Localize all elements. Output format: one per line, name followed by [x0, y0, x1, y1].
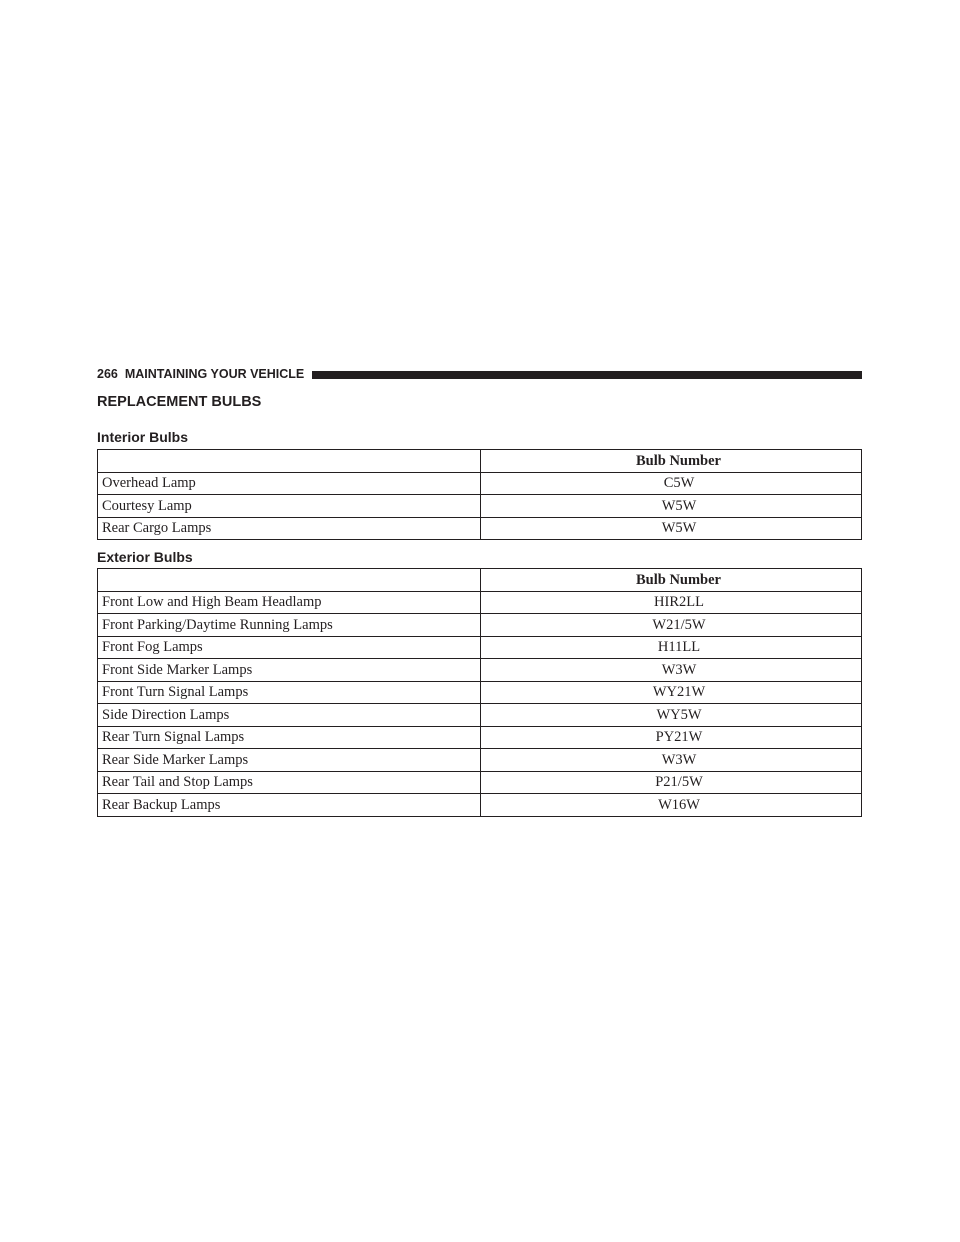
table-row [98, 472, 862, 495]
table-header-bulb-number: Bulb Number [481, 569, 862, 592]
table-row [98, 659, 862, 682]
table-header-empty-cell [98, 569, 481, 592]
page-number: 266 [97, 367, 118, 381]
table-row [98, 495, 862, 518]
lamp-name-cell: Front Side Marker Lamps [98, 659, 481, 682]
table-row [98, 704, 862, 727]
bulb-number-cell: H11LL [481, 636, 862, 659]
bulb-number-cell: WY5W [481, 704, 862, 727]
section-name: MAINTAINING YOUR VEHICLE [124, 367, 305, 381]
header-rule [312, 371, 862, 379]
bulb-number-cell: PY21W [481, 726, 862, 749]
bulb-number-cell: W16W [481, 794, 862, 817]
lamp-name-cell: Overhead Lamp [98, 472, 481, 495]
lamp-name-cell: Side Direction Lamps [98, 704, 481, 727]
page-header [97, 364, 862, 384]
exterior-bulbs-heading: Exterior Bulbs [97, 549, 193, 565]
table-header-bulb-number: Bulb Number [481, 450, 862, 473]
interior-bulbs-table [97, 449, 862, 540]
bulb-number-cell: P21/5W [481, 771, 862, 794]
lamp-name-cell: Rear Side Marker Lamps [98, 749, 481, 772]
table-row [98, 681, 862, 704]
bulb-number-cell: W3W [481, 749, 862, 772]
table-row [98, 794, 862, 817]
table-row [98, 614, 862, 637]
table-row [98, 749, 862, 772]
bulb-number-cell: HIR2LL [481, 591, 862, 614]
interior-bulbs-heading: Interior Bulbs [97, 429, 189, 445]
bulb-number-cell: C5W [481, 472, 862, 495]
table-row [98, 726, 862, 749]
lamp-name-cell: Rear Backup Lamps [98, 794, 481, 817]
page-title: REPLACEMENT BULBS [97, 394, 262, 410]
exterior-bulbs-table [97, 568, 862, 817]
table-header-empty-cell [98, 450, 481, 473]
lamp-name-cell: Rear Cargo Lamps [98, 517, 481, 540]
table-header-row [98, 569, 862, 592]
bulb-number-cell: WY21W [481, 681, 862, 704]
lamp-name-cell: Rear Tail and Stop Lamps [98, 771, 481, 794]
lamp-name-cell: Front Low and High Beam Headlamp [98, 591, 481, 614]
lamp-name-cell: Front Fog Lamps [98, 636, 481, 659]
bulb-number-cell: W5W [481, 517, 862, 540]
table-row [98, 591, 862, 614]
lamp-name-cell: Courtesy Lamp [98, 495, 481, 518]
table-header-row [98, 450, 862, 473]
table-row [98, 771, 862, 794]
bulb-number-cell: W21/5W [481, 614, 862, 637]
lamp-name-cell: Front Turn Signal Lamps [98, 681, 481, 704]
table-row [98, 517, 862, 540]
table-row [98, 636, 862, 659]
lamp-name-cell: Front Parking/Daytime Running Lamps [98, 614, 481, 637]
bulb-number-cell: W5W [481, 495, 862, 518]
bulb-number-cell: W3W [481, 659, 862, 682]
lamp-name-cell: Rear Turn Signal Lamps [98, 726, 481, 749]
